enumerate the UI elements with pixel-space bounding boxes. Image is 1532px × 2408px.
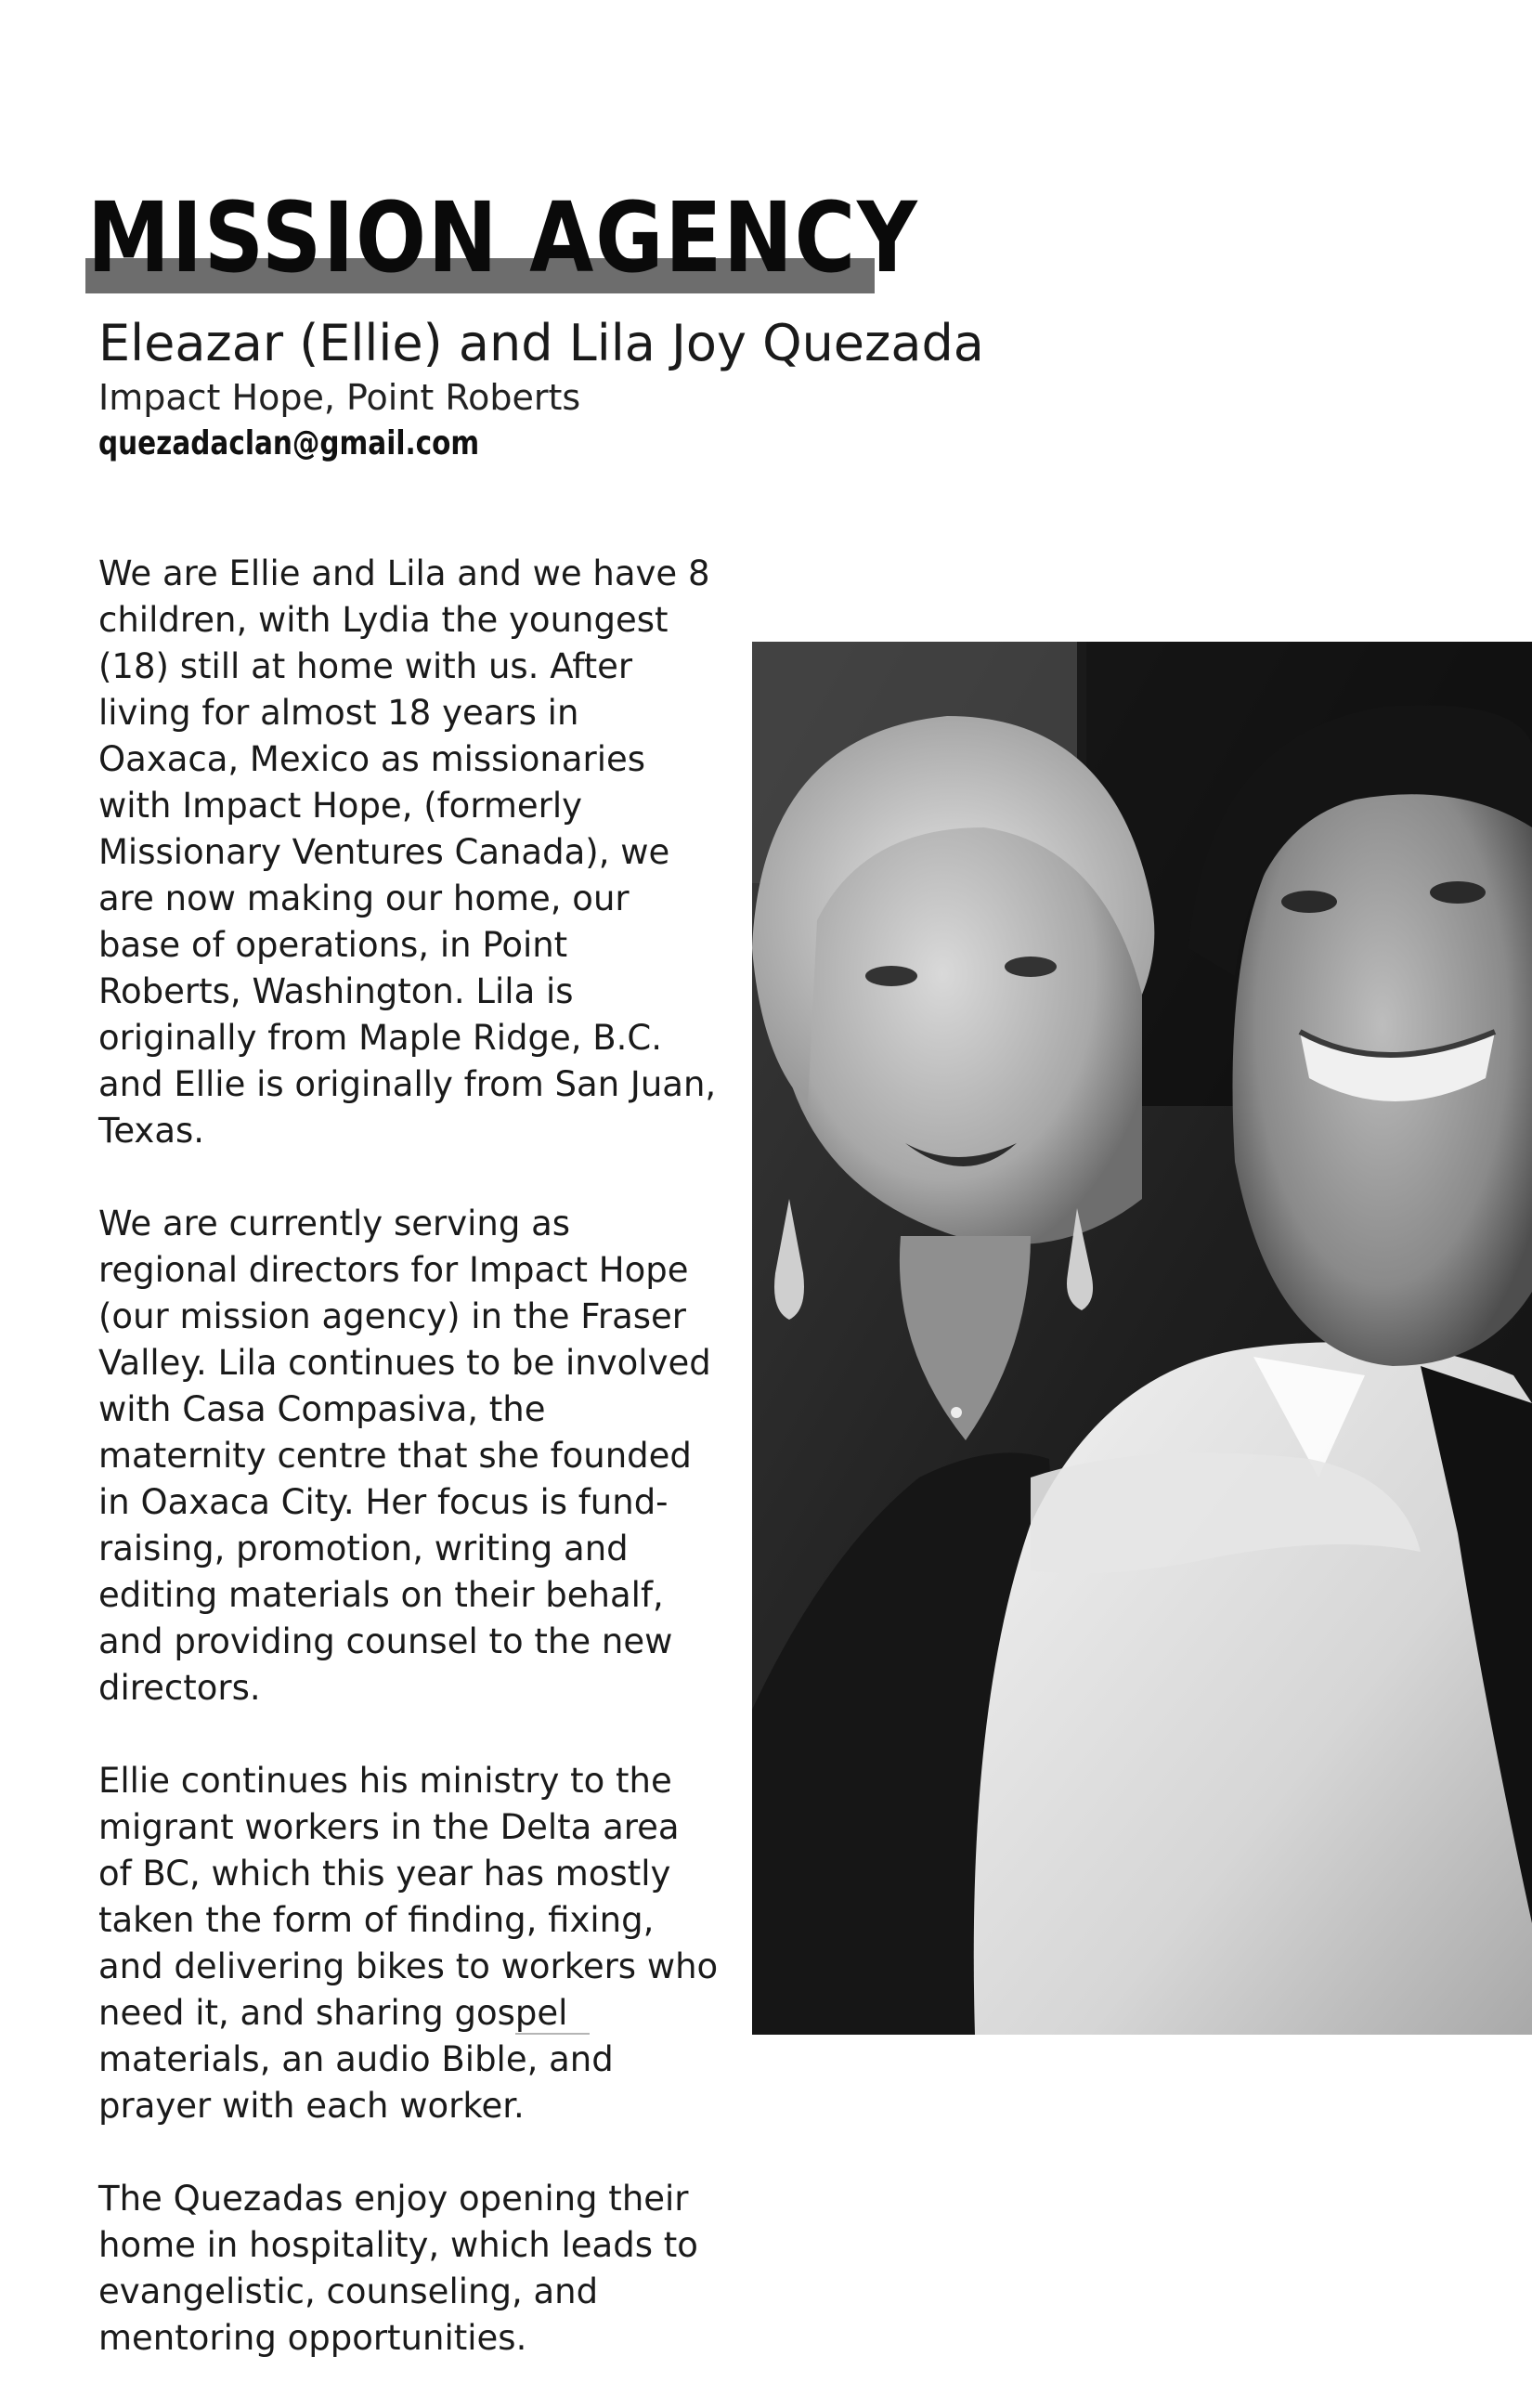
- paragraph-hospitality: The Quezadas enjoy opening their home in hospitality, which leads to evangelistic, counseling, and mentoring opportunities.: [98, 2179, 698, 2358]
- heading-block: [85, 181, 919, 302]
- couple-photo: [752, 642, 1532, 2035]
- paragraph-regional-directors: We are currently serving as regional directors for Impact Hope (our mission agency) in the Fraser Valley. Lila continues to be involved with Casa Compasiva, the maternity centre that she founded in Oaxaca City. Her focus is fund-raising, promotion, writing and editing materials on their behalf, and providing counsel to the new directors.: [98, 1204, 711, 1708]
- organization-location: Impact Hope, Point Roberts: [98, 377, 581, 418]
- paragraph-family: We are Ellie and Lila and we have 8 children, with Lydia the youngest (18) still at home with us. After living for almost 18 years in Oaxaca, Mexico as missionaries with Impact Hope, (formerly Missionary Ventures Canada), we are now making our home, our base of operations, in Point Roberts, Washington. Lila is originally from Maple Ridge, B.C. and Ellie is originally from San Juan, Texas.: [98, 553, 717, 1151]
- divider-line: [515, 2033, 590, 2035]
- paragraph-migrant-ministry: Ellie continues his ministry to the migrant workers in the Delta area of BC, which this year has mostly taken the form of finding, fixing, and delivering bikes to workers who need it, and sharing gospel materials, an audio Bible, and prayer with each worker.: [98, 1761, 719, 2126]
- page-title: MISSION AGENCY: [87, 181, 919, 294]
- couple-photo-illustration: [752, 642, 1532, 2035]
- article-body: [98, 551, 719, 2408]
- missionary-names: Eleazar (Ellie) and Lila Joy Quezada: [98, 314, 984, 372]
- contact-email[interactable]: quezadaclan@gmail.com: [98, 424, 480, 462]
